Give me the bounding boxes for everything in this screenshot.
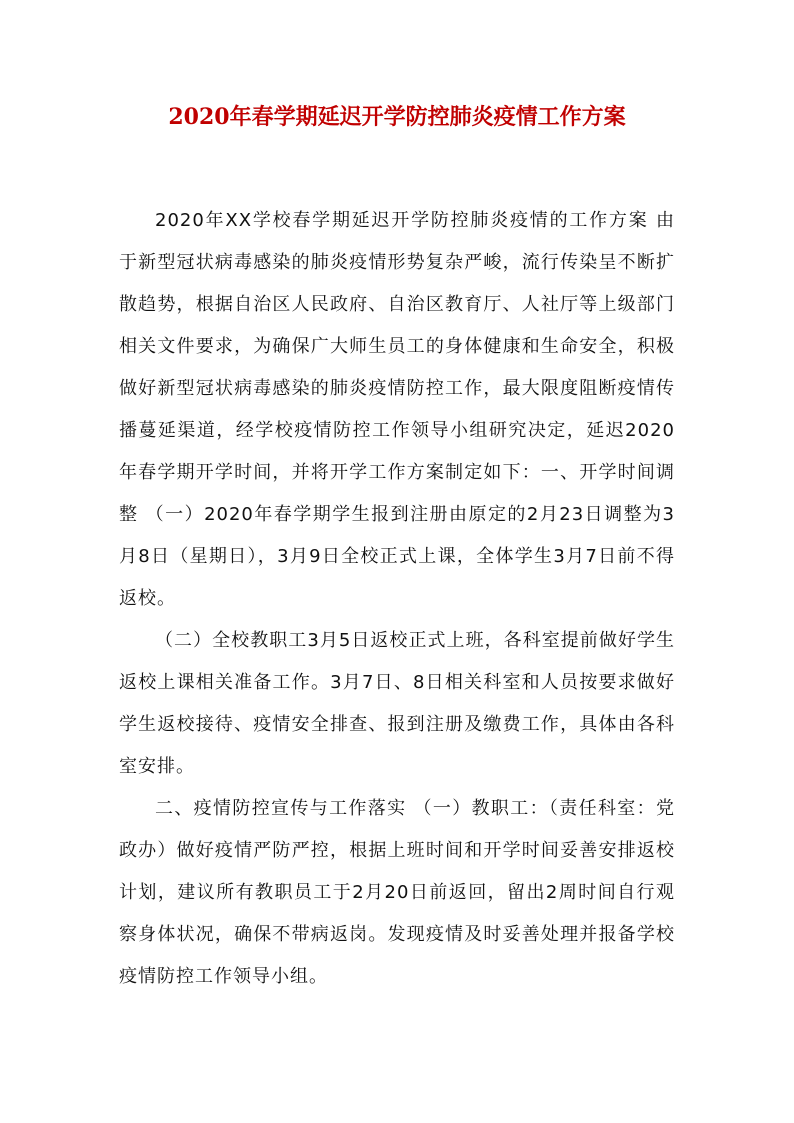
document-title: 2020年春学期延迟开学防控肺炎疫情工作方案 <box>168 104 626 130</box>
document-body <box>119 200 675 998</box>
paragraph-3: 二、疫情防控宣传与工作落实 （一）教职工：（责任科室：党政办）做好疫情严防严控，根据上班时间和开学时间妥善安排返校计划，建议所有教职员工于2月20日前返回，留出2周时间自行观察身体状况，确保不带病返岗。发现疫情及时妥善处理并报备学校疫情防控工作领导小组。 <box>119 798 675 987</box>
paragraph-1: 2020年XX学校春学期延迟开学防控肺炎疫情的工作方案 由于新型冠状病毒感染的肺炎疫情形势复杂严峻，流行传染呈不断扩散趋势，根据自治区人民政府、自治区教育厅、人社厅等上级部门相关文件要求，为确保广大师生员工的身体健康和生命安全，积极做好新型冠状病毒感染的肺炎疫情防控工作，最大限度阻断疫情传播蔓延渠道，经学校疫情防控工作领导小组研究决定，延迟2020年春学期开学时间，并将开学工作方案制定如下：一、开学时间调整 （一）2020年春学期学生报到注册由原定的2月23日调整为3月8日（星期日），3月9日全校正式上课，全体学生3月7日前不得返校。 <box>119 210 675 609</box>
paragraph-2: （二）全校教职工3月5日返校正式上班，各科室提前做好学生返校上课相关准备工作。3月7日、8日相关科室和人员按要求做好学生返校接待、疫情安全排查、报到注册及缴费工作，具体由各科室安排。 <box>119 630 675 777</box>
